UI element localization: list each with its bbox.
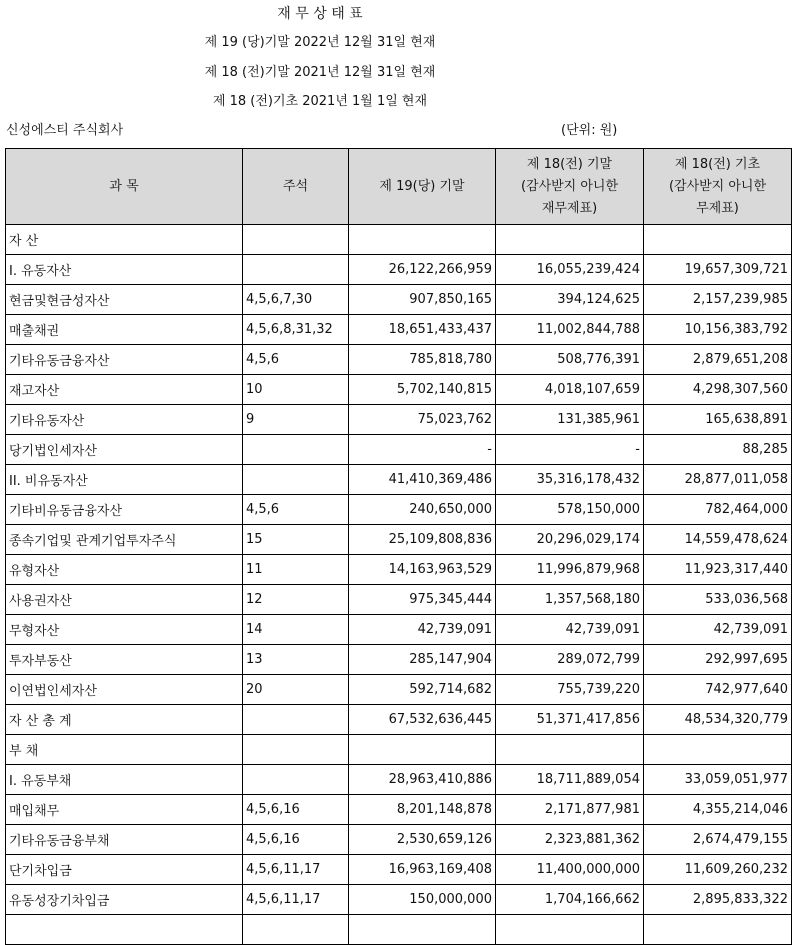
row-value-prior-end: 11,996,879,968 [496,555,644,585]
row-value-prior-end: 2,171,877,981 [496,795,644,825]
column-header-note: 주석 [243,149,349,225]
row-note: 15 [243,525,349,555]
row-value-prior-begin: 42,739,091 [644,615,792,645]
table-row [6,255,792,285]
row-value-current: 41,410,369,486 [349,465,496,495]
table-row [6,435,792,465]
row-note [243,255,349,285]
row-value-current: - [349,435,496,465]
row-value-prior-begin [644,915,792,945]
row-label: 유형자산 [6,555,243,585]
table-row [6,855,792,885]
row-note: 20 [243,675,349,705]
table-row [6,555,792,585]
row-value-prior-begin: 2,895,833,322 [644,885,792,915]
table-row [6,405,792,435]
row-note: 12 [243,585,349,615]
row-value-prior-begin [644,735,792,765]
row-note: 4,5,6,11,17 [243,885,349,915]
row-value-prior-end: 20,296,029,174 [496,525,644,555]
row-value-prior-end [496,225,644,255]
row-value-prior-begin: 11,923,317,440 [644,555,792,585]
row-note [243,465,349,495]
row-label: II. 비유동자산 [6,465,243,495]
row-value-current [349,915,496,945]
row-value-current: 8,201,148,878 [349,795,496,825]
row-value-prior-begin: 2,879,651,208 [644,345,792,375]
row-value-current: 28,963,410,886 [349,765,496,795]
table-row [6,675,792,705]
table-row [6,615,792,645]
row-value-current: 240,650,000 [349,495,496,525]
row-value-prior-end: 16,055,239,424 [496,255,644,285]
row-value-prior-begin: 292,997,695 [644,645,792,675]
row-value-prior-end: 394,124,625 [496,285,644,315]
row-label: 현금및현금성자산 [6,285,243,315]
row-value-prior-end: 508,776,391 [496,345,644,375]
row-label: 매입채무 [6,795,243,825]
table-row [6,315,792,345]
row-value-prior-end: 578,150,000 [496,495,644,525]
row-value-prior-end: 1,357,568,180 [496,585,644,615]
row-note: 4,5,6,7,30 [243,285,349,315]
table-row [6,495,792,525]
row-value-prior-begin: 11,609,260,232 [644,855,792,885]
row-note: 9 [243,405,349,435]
row-value-prior-end: 755,739,220 [496,675,644,705]
row-value-prior-end: 42,739,091 [496,615,644,645]
row-label: 매출채권 [6,315,243,345]
row-value-current: 42,739,091 [349,615,496,645]
row-label: 재고자산 [6,375,243,405]
row-value-prior-begin: 10,156,383,792 [644,315,792,345]
row-note [243,705,349,735]
row-value-current: 907,850,165 [349,285,496,315]
row-note [243,915,349,945]
row-note [243,735,349,765]
period-line-prior-begin: 제 18 (전)기초 2021년 1월 1일 현재 [212,94,428,109]
row-value-prior-begin: 19,657,309,721 [644,255,792,285]
row-value-prior-end: 2,323,881,362 [496,825,644,855]
row-value-current: 75,023,762 [349,405,496,435]
row-value-prior-end: 51,371,417,856 [496,705,644,735]
table-row [6,375,792,405]
row-value-prior-begin: 2,674,479,155 [644,825,792,855]
row-value-current: 67,532,636,445 [349,705,496,735]
row-label: 당기법인세자산 [6,435,243,465]
row-label: 투자부동산 [6,645,243,675]
row-value-prior-begin: 28,877,011,058 [644,465,792,495]
row-label: 자 산 총 계 [6,705,243,735]
row-label: I. 유동자산 [6,255,243,285]
row-value-prior-begin: 88,285 [644,435,792,465]
table-row [6,525,792,555]
row-value-prior-begin: 14,559,478,624 [644,525,792,555]
column-header-prior-begin: 제 18(전) 기초 (감사받지 아니한 무제표) [644,149,792,225]
row-value-prior-end [496,735,644,765]
row-label: 단기차입금 [6,855,243,885]
row-note: 10 [243,375,349,405]
table-body [6,225,792,945]
table-row [6,735,792,765]
row-note: 11 [243,555,349,585]
row-label: 유동성장기차입금 [6,885,243,915]
row-value-prior-begin: 4,355,214,046 [644,795,792,825]
row-value-prior-end: 1,704,166,662 [496,885,644,915]
row-value-prior-begin: 48,534,320,779 [644,705,792,735]
row-label [6,915,243,945]
row-value-current: 18,651,433,437 [349,315,496,345]
unit-label: (단위: 원) [561,123,618,138]
row-label: I. 유동부채 [6,765,243,795]
table-row [6,795,792,825]
row-value-prior-begin: 742,977,640 [644,675,792,705]
table-row [6,225,792,255]
period-line-current: 제 19 (당)기말 2022년 12월 31일 현재 [204,35,436,50]
row-value-prior-begin: 782,464,000 [644,495,792,525]
row-value-prior-begin: 33,059,051,977 [644,765,792,795]
company-name: 신성에스티 주식회사 [6,123,124,138]
table-row [6,585,792,615]
row-label: 종속기업및 관계기업투자주식 [6,525,243,555]
column-header-current: 제 19(당) 기말 [349,149,496,225]
row-value-prior-end: 289,072,799 [496,645,644,675]
statement-title: 재 무 상 태 표 [277,6,363,22]
row-note: 4,5,6 [243,345,349,375]
row-note: 4,5,6,8,31,32 [243,315,349,345]
row-value-prior-begin: 4,298,307,560 [644,375,792,405]
row-value-prior-end: 18,711,889,054 [496,765,644,795]
row-value-current: 25,109,808,836 [349,525,496,555]
table-row [6,345,792,375]
row-note [243,225,349,255]
balance-sheet-table [5,148,792,945]
row-value-prior-begin: 2,157,239,985 [644,285,792,315]
row-note [243,765,349,795]
row-note: 14 [243,615,349,645]
row-label: 기타비유동금융자산 [6,495,243,525]
row-note: 13 [243,645,349,675]
row-value-current [349,735,496,765]
row-value-prior-end: 131,385,961 [496,405,644,435]
table-row [6,765,792,795]
row-value-prior-begin: 533,036,568 [644,585,792,615]
table-row [6,645,792,675]
row-value-prior-begin: 165,638,891 [644,405,792,435]
row-label: 기타유동자산 [6,405,243,435]
row-value-prior-end [496,915,644,945]
row-value-prior-end: - [496,435,644,465]
row-label: 무형자산 [6,615,243,645]
row-label: 기타유동금융부채 [6,825,243,855]
row-value-current: 26,122,266,959 [349,255,496,285]
row-value-current: 2,530,659,126 [349,825,496,855]
row-label: 자 산 [6,225,243,255]
row-value-current: 975,345,444 [349,585,496,615]
row-value-prior-end: 4,018,107,659 [496,375,644,405]
row-value-prior-end: 11,400,000,000 [496,855,644,885]
row-value-prior-end: 11,002,844,788 [496,315,644,345]
row-value-current [349,225,496,255]
row-value-current: 592,714,682 [349,675,496,705]
row-note: 4,5,6 [243,495,349,525]
row-value-current: 785,818,780 [349,345,496,375]
row-note: 4,5,6,11,17 [243,855,349,885]
table-row [6,285,792,315]
row-value-current: 16,963,169,408 [349,855,496,885]
column-header-item: 과 목 [6,149,243,225]
row-label: 이연법인세자산 [6,675,243,705]
column-header-prior-end: 제 18(전) 기말 (감사받지 아니한 재무제표) [496,149,644,225]
row-note: 4,5,6,16 [243,795,349,825]
table-row [6,465,792,495]
table-row [6,825,792,855]
row-value-prior-begin [644,225,792,255]
period-line-prior-end: 제 18 (전)기말 2021년 12월 31일 현재 [204,65,436,80]
table-row [6,885,792,915]
row-value-current: 285,147,904 [349,645,496,675]
table-row [6,915,792,945]
row-label: 부 채 [6,735,243,765]
row-value-current: 150,000,000 [349,885,496,915]
row-value-prior-end: 35,316,178,432 [496,465,644,495]
row-value-current: 5,702,140,815 [349,375,496,405]
row-note: 4,5,6,16 [243,825,349,855]
row-label: 사용권자산 [6,585,243,615]
row-note [243,435,349,465]
table-header-row [6,149,792,225]
row-label: 기타유동금융자산 [6,345,243,375]
table-row [6,705,792,735]
row-value-current: 14,163,963,529 [349,555,496,585]
